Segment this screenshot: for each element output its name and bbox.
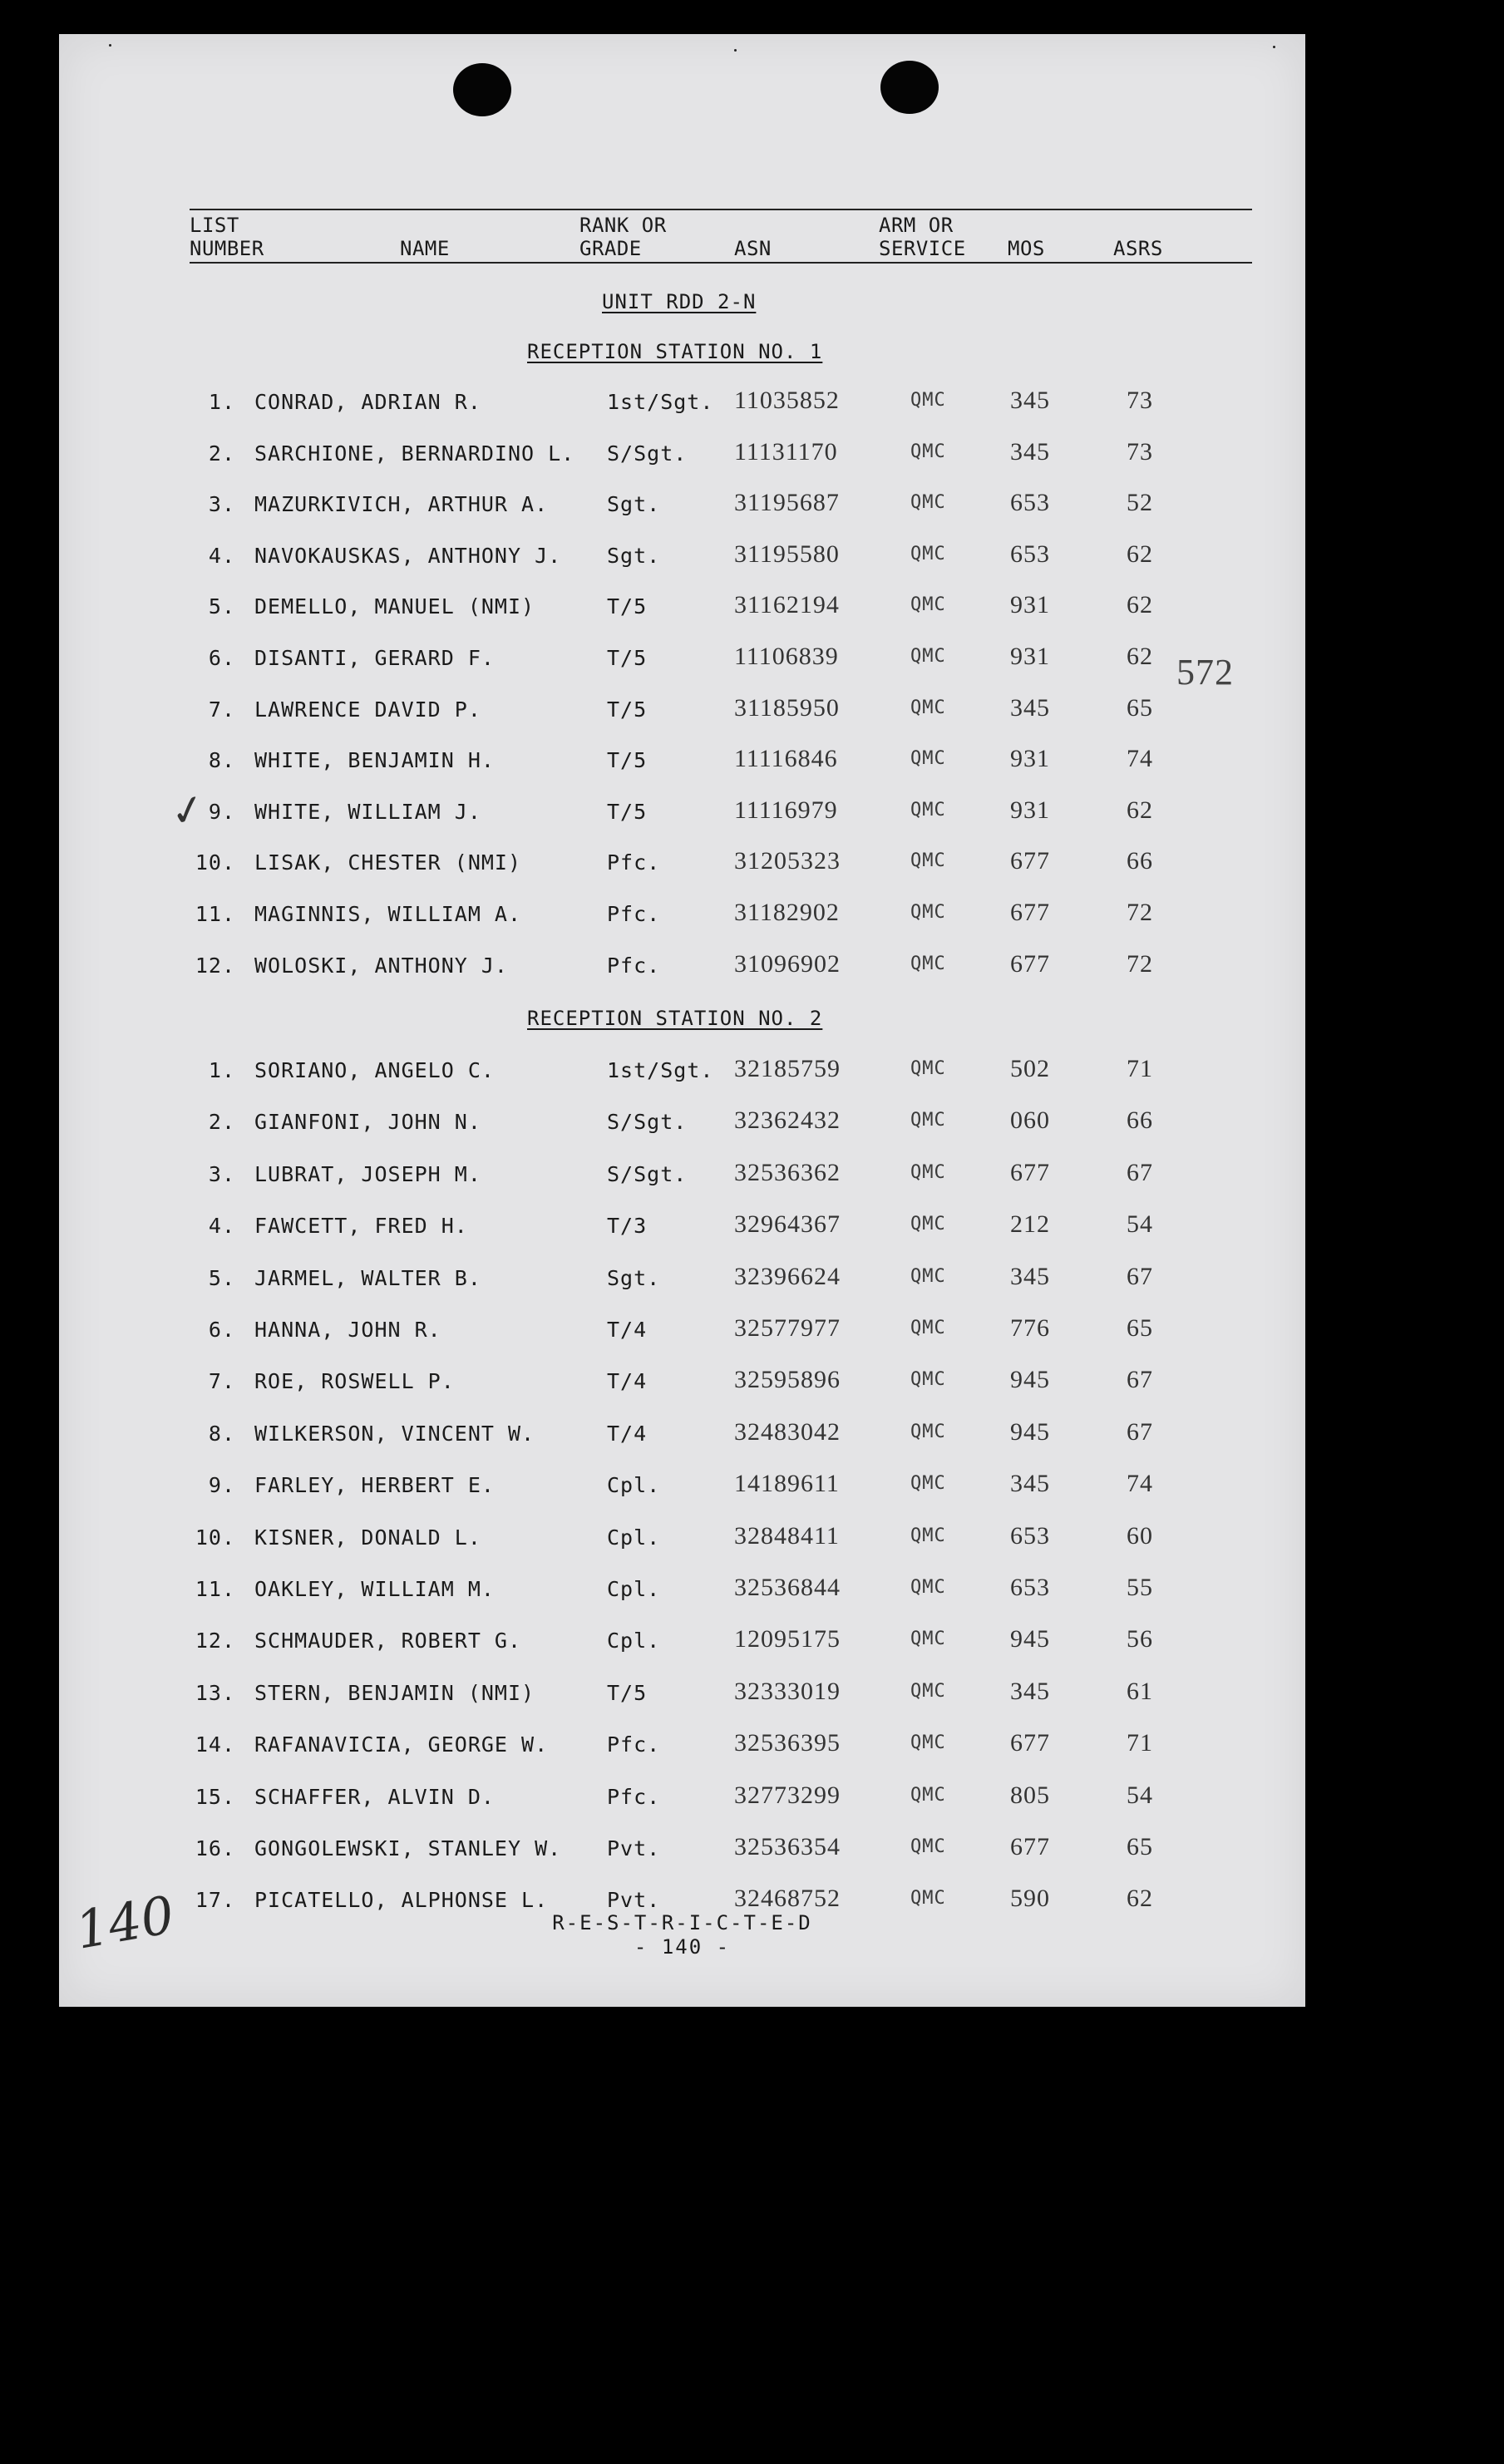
- arm-service-cell: QMC: [910, 1110, 946, 1131]
- roster-row: [59, 694, 1305, 731]
- roster-row: [59, 1314, 1305, 1351]
- soldier-name-cell: SCHAFFER, ALVIN D.: [254, 1785, 495, 1809]
- asn-cell: 31195580: [734, 540, 840, 568]
- rank-grade-cell: S/Sgt.: [607, 1162, 688, 1186]
- arm-service-cell: QMC: [910, 748, 946, 769]
- mos-cell: 345: [1010, 1263, 1050, 1290]
- list-number-cell: 10.: [195, 1525, 235, 1550]
- rank-grade-cell: Sgt.: [607, 544, 661, 568]
- header-asn-label: ASN: [734, 237, 772, 260]
- arm-service-cell: QMC: [910, 1836, 946, 1857]
- list-number-cell: 7.: [208, 1369, 235, 1393]
- rank-grade-cell: Sgt.: [607, 1266, 661, 1290]
- asrs-cell: 62: [1127, 591, 1153, 618]
- asn-cell: 32185759: [734, 1055, 841, 1082]
- asrs-cell: 52: [1127, 489, 1153, 516]
- asn-cell: 11116846: [734, 745, 838, 772]
- arm-service-cell: QMC: [910, 1577, 946, 1598]
- rank-grade-cell: S/Sgt.: [607, 1110, 688, 1134]
- mos-cell: 931: [1010, 591, 1050, 618]
- rank-grade-cell: Pfc.: [607, 850, 661, 875]
- list-number-cell: 14.: [195, 1732, 235, 1757]
- roster-row: [59, 540, 1305, 577]
- list-number-cell: 9.: [208, 1473, 235, 1497]
- speck: [1273, 46, 1275, 48]
- list-number-cell: 4.: [208, 544, 235, 568]
- soldier-name-cell: LISAK, CHESTER (NMI): [254, 850, 522, 875]
- rank-grade-cell: S/Sgt.: [607, 441, 688, 466]
- asrs-cell: 66: [1127, 1106, 1153, 1134]
- asrs-cell: 74: [1127, 1470, 1153, 1497]
- punch-hole: [880, 61, 939, 114]
- arm-service-cell: QMC: [910, 1681, 946, 1702]
- asrs-cell: 67: [1127, 1418, 1153, 1446]
- mos-cell: 345: [1010, 438, 1050, 466]
- list-number-cell: 4.: [208, 1214, 235, 1238]
- asrs-cell: 65: [1127, 1833, 1153, 1860]
- mos-cell: 212: [1010, 1210, 1050, 1238]
- asn-cell: 31162194: [734, 591, 840, 618]
- roster-row: [59, 1781, 1305, 1818]
- mos-cell: 590: [1010, 1885, 1050, 1912]
- roster-row: [59, 796, 1305, 833]
- list-number-cell: 5.: [208, 594, 235, 618]
- rank-grade-cell: Pvt.: [607, 1836, 661, 1860]
- roster-row: [59, 1833, 1305, 1870]
- soldier-name-cell: GIANFONI, JOHN N.: [254, 1110, 481, 1134]
- roster-row: [59, 847, 1305, 884]
- mos-cell: 502: [1010, 1055, 1050, 1082]
- asn-cell: 11116979: [734, 796, 838, 824]
- asn-cell: 32468752: [734, 1885, 841, 1912]
- rank-grade-cell: Pfc.: [607, 1732, 661, 1757]
- roster-row: [59, 1678, 1305, 1714]
- arm-service-cell: QMC: [910, 594, 946, 615]
- rank-grade-cell: T/4: [607, 1369, 648, 1393]
- soldier-name-cell: DEMELLO, MANUEL (NMI): [254, 594, 535, 618]
- header-rank-label: RANK OR GRADE: [579, 214, 667, 260]
- list-number-cell: 17.: [195, 1888, 235, 1912]
- rank-grade-cell: T/4: [607, 1422, 648, 1446]
- document-page: [59, 34, 1305, 2007]
- roster-row: [59, 591, 1305, 628]
- handwritten-page-number: 140: [71, 1884, 179, 1961]
- rank-grade-cell: T/5: [607, 646, 648, 670]
- asn-cell: 32577977: [734, 1314, 841, 1342]
- mos-cell: 945: [1010, 1625, 1050, 1653]
- soldier-name-cell: JARMEL, WALTER B.: [254, 1266, 481, 1290]
- asn-cell: 32848411: [734, 1522, 840, 1550]
- list-number-cell: 6.: [208, 1318, 235, 1342]
- asrs-cell: 56: [1127, 1625, 1153, 1653]
- soldier-name-cell: RAFANAVICIA, GEORGE W.: [254, 1732, 549, 1757]
- asn-cell: 31182902: [734, 899, 840, 926]
- soldier-name-cell: DISANTI, GERARD F.: [254, 646, 495, 670]
- mos-cell: 677: [1010, 1833, 1050, 1860]
- arm-service-cell: QMC: [910, 1058, 946, 1079]
- arm-service-cell: QMC: [910, 544, 946, 564]
- asn-cell: 32536362: [734, 1159, 841, 1186]
- mos-cell: 776: [1010, 1314, 1050, 1342]
- roster-row: [59, 745, 1305, 781]
- asn-cell: 31096902: [734, 950, 841, 978]
- rank-grade-cell: 1st/Sgt.: [607, 390, 714, 414]
- mos-cell: 653: [1010, 489, 1050, 516]
- arm-service-cell: QMC: [910, 390, 946, 411]
- list-number-cell: 15.: [195, 1785, 235, 1809]
- roster-row: [59, 1625, 1305, 1662]
- arm-service-cell: QMC: [910, 441, 946, 462]
- asn-cell: 32595896: [734, 1366, 841, 1393]
- asrs-cell: 72: [1127, 950, 1153, 978]
- asrs-cell: 67: [1127, 1263, 1153, 1290]
- rank-grade-cell: Pvt.: [607, 1888, 661, 1912]
- soldier-name-cell: CONRAD, ADRIAN R.: [254, 390, 481, 414]
- list-number-cell: 7.: [208, 697, 235, 722]
- section-title: RECEPTION STATION NO. 2: [527, 1007, 823, 1030]
- arm-service-cell: QMC: [910, 1888, 946, 1909]
- soldier-name-cell: GONGOLEWSKI, STANLEY W.: [254, 1836, 562, 1860]
- asn-cell: 32333019: [734, 1678, 841, 1705]
- asrs-cell: 67: [1127, 1366, 1153, 1393]
- soldier-name-cell: KISNER, DONALD L.: [254, 1525, 481, 1550]
- mos-cell: 677: [1010, 899, 1050, 926]
- mos-cell: 345: [1010, 694, 1050, 722]
- rank-grade-cell: Cpl.: [607, 1525, 661, 1550]
- rank-grade-cell: T/5: [607, 594, 648, 618]
- list-number-cell: 13.: [195, 1681, 235, 1705]
- roster-row: [59, 899, 1305, 935]
- asrs-cell: 71: [1127, 1729, 1153, 1757]
- arm-service-cell: QMC: [910, 492, 946, 513]
- page-number: - 140 -: [634, 1935, 731, 1959]
- asrs-cell: 60: [1127, 1522, 1153, 1550]
- asn-cell: 32536844: [734, 1574, 841, 1601]
- rank-grade-cell: Pfc.: [607, 902, 661, 926]
- arm-service-cell: QMC: [910, 800, 946, 821]
- roster-row: [59, 1729, 1305, 1766]
- asrs-cell: 62: [1127, 796, 1153, 824]
- asn-cell: 14189611: [734, 1470, 840, 1497]
- arm-service-cell: QMC: [910, 1214, 946, 1234]
- rank-grade-cell: Sgt.: [607, 492, 661, 516]
- arm-service-cell: QMC: [910, 1422, 946, 1442]
- mos-cell: 945: [1010, 1366, 1050, 1393]
- mos-cell: 345: [1010, 1470, 1050, 1497]
- roster-row: [59, 1366, 1305, 1402]
- list-number-cell: 9.: [208, 800, 235, 824]
- soldier-name-cell: LAWRENCE DAVID P.: [254, 697, 481, 722]
- asrs-cell: 55: [1127, 1574, 1153, 1601]
- list-number-cell: 2.: [208, 441, 235, 466]
- header-bottom-rule: [190, 262, 1252, 264]
- asrs-cell: 72: [1127, 899, 1153, 926]
- roster-row: [59, 438, 1305, 475]
- roster-row: [59, 1055, 1305, 1092]
- rank-grade-cell: T/3: [607, 1214, 648, 1238]
- rank-grade-cell: Cpl.: [607, 1577, 661, 1601]
- rank-grade-cell: Pfc.: [607, 954, 661, 978]
- check-mark: ✓: [165, 783, 210, 838]
- asrs-cell: 62: [1127, 540, 1153, 568]
- asn-cell: 32964367: [734, 1210, 841, 1238]
- roster-row: [59, 1159, 1305, 1195]
- header-top-rule: [190, 209, 1252, 210]
- soldier-name-cell: WOLOSKI, ANTHONY J.: [254, 954, 508, 978]
- soldier-name-cell: MAGINNIS, WILLIAM A.: [254, 902, 522, 926]
- rank-grade-cell: T/5: [607, 800, 648, 824]
- mos-cell: 653: [1010, 1522, 1050, 1550]
- arm-service-cell: QMC: [910, 1318, 946, 1338]
- asn-cell: 31195687: [734, 489, 840, 516]
- mos-cell: 805: [1010, 1781, 1050, 1809]
- soldier-name-cell: FAWCETT, FRED H.: [254, 1214, 468, 1238]
- asn-cell: 12095175: [734, 1625, 841, 1653]
- roster-row: [59, 1470, 1305, 1506]
- soldier-name-cell: OAKLEY, WILLIAM M.: [254, 1577, 495, 1601]
- mos-cell: 931: [1010, 643, 1050, 670]
- unit-title: UNIT RDD 2-N: [602, 290, 757, 313]
- list-number-cell: 10.: [195, 850, 235, 875]
- list-number-cell: 12.: [195, 1629, 235, 1653]
- soldier-name-cell: PICATELLO, ALPHONSE L.: [254, 1888, 549, 1912]
- arm-service-cell: QMC: [910, 1162, 946, 1183]
- roster-row: [59, 1106, 1305, 1143]
- list-number-cell: 3.: [208, 492, 235, 516]
- asrs-cell: 66: [1127, 847, 1153, 875]
- header-arm-label: ARM OR SERVICE: [879, 214, 966, 260]
- asrs-cell: 62: [1127, 643, 1153, 670]
- soldier-name-cell: SCHMAUDER, ROBERT G.: [254, 1629, 522, 1653]
- rank-grade-cell: T/5: [607, 1681, 648, 1705]
- asrs-cell: 65: [1127, 694, 1153, 722]
- asn-cell: 11106839: [734, 643, 839, 670]
- asn-cell: 11131170: [734, 438, 838, 466]
- asrs-cell: 62: [1127, 1885, 1153, 1912]
- soldier-name-cell: NAVOKAUSKAS, ANTHONY J.: [254, 544, 562, 568]
- list-number-cell: 1.: [208, 390, 235, 414]
- asn-cell: 32362432: [734, 1106, 841, 1134]
- arm-service-cell: QMC: [910, 954, 946, 974]
- arm-service-cell: QMC: [910, 1369, 946, 1390]
- mos-cell: 931: [1010, 796, 1050, 824]
- soldier-name-cell: STERN, BENJAMIN (NMI): [254, 1681, 535, 1705]
- list-number-cell: 12.: [195, 954, 235, 978]
- roster-row: [59, 950, 1305, 987]
- asrs-cell: 54: [1127, 1781, 1153, 1809]
- arm-service-cell: QMC: [910, 850, 946, 871]
- list-number-cell: 8.: [208, 748, 235, 772]
- soldier-name-cell: SARCHIONE, BERNARDINO L.: [254, 441, 575, 466]
- asn-cell: 32773299: [734, 1781, 841, 1809]
- rank-grade-cell: T/5: [607, 697, 648, 722]
- soldier-name-cell: LUBRAT, JOSEPH M.: [254, 1162, 481, 1186]
- arm-service-cell: QMC: [910, 1732, 946, 1753]
- soldier-name-cell: FARLEY, HERBERT E.: [254, 1473, 495, 1497]
- asrs-cell: 65: [1127, 1314, 1153, 1342]
- list-number-cell: 6.: [208, 646, 235, 670]
- asn-cell: 32483042: [734, 1418, 841, 1446]
- roster-row: [59, 1210, 1305, 1247]
- arm-service-cell: QMC: [910, 1525, 946, 1546]
- list-number-cell: 8.: [208, 1422, 235, 1446]
- list-number-cell: 1.: [208, 1058, 235, 1082]
- arm-service-cell: QMC: [910, 1785, 946, 1806]
- rank-grade-cell: Pfc.: [607, 1785, 661, 1809]
- arm-service-cell: QMC: [910, 1629, 946, 1649]
- arm-service-cell: QMC: [910, 1473, 946, 1494]
- asrs-cell: 54: [1127, 1210, 1153, 1238]
- asrs-cell: 71: [1127, 1055, 1153, 1082]
- soldier-name-cell: SORIANO, ANGELO C.: [254, 1058, 495, 1082]
- mos-cell: 653: [1010, 1574, 1050, 1601]
- mos-cell: 677: [1010, 847, 1050, 875]
- list-number-cell: 2.: [208, 1110, 235, 1134]
- soldier-name-cell: WILKERSON, VINCENT W.: [254, 1422, 535, 1446]
- speck: [734, 49, 737, 52]
- roster-row: [59, 1418, 1305, 1455]
- rank-grade-cell: T/4: [607, 1318, 648, 1342]
- soldier-name-cell: WHITE, WILLIAM J.: [254, 800, 481, 824]
- mos-cell: 060: [1010, 1106, 1050, 1134]
- section-title: RECEPTION STATION NO. 1: [527, 340, 823, 363]
- arm-service-cell: QMC: [910, 646, 946, 667]
- asrs-cell: 67: [1127, 1159, 1153, 1186]
- mos-cell: 945: [1010, 1418, 1050, 1446]
- roster-row: [59, 1263, 1305, 1299]
- asn-cell: 32396624: [734, 1263, 841, 1290]
- header-name-label: NAME: [400, 237, 450, 260]
- rank-grade-cell: 1st/Sgt.: [607, 1058, 714, 1082]
- asrs-cell: 61: [1127, 1678, 1153, 1705]
- soldier-name-cell: ROE, ROSWELL P.: [254, 1369, 455, 1393]
- mos-cell: 653: [1010, 540, 1050, 568]
- roster-row: [59, 387, 1305, 423]
- mos-cell: 345: [1010, 1678, 1050, 1705]
- rank-grade-cell: Cpl.: [607, 1473, 661, 1497]
- asn-cell: 32536395: [734, 1729, 841, 1757]
- mos-cell: 677: [1010, 1159, 1050, 1186]
- side-number: 572: [1176, 652, 1234, 692]
- punch-hole: [453, 63, 511, 116]
- asn-cell: 31185950: [734, 694, 840, 722]
- restricted-stamp: R-E-S-T-R-I-C-T-E-D: [552, 1911, 812, 1934]
- asrs-cell: 73: [1127, 387, 1153, 414]
- rank-grade-cell: T/5: [607, 748, 648, 772]
- roster-row: [59, 643, 1305, 679]
- asrs-cell: 74: [1127, 745, 1153, 772]
- mos-cell: 931: [1010, 745, 1050, 772]
- header-list-label: LIST NUMBER: [190, 214, 264, 260]
- asn-cell: 32536354: [734, 1833, 841, 1860]
- roster-row: [59, 1522, 1305, 1559]
- arm-service-cell: QMC: [910, 902, 946, 923]
- mos-cell: 677: [1010, 1729, 1050, 1757]
- rank-grade-cell: Cpl.: [607, 1629, 661, 1653]
- header-mos-label: MOS: [1008, 237, 1045, 260]
- asrs-cell: 73: [1127, 438, 1153, 466]
- mos-cell: 345: [1010, 387, 1050, 414]
- list-number-cell: 16.: [195, 1836, 235, 1860]
- roster-row: [59, 489, 1305, 525]
- soldier-name-cell: WHITE, BENJAMIN H.: [254, 748, 495, 772]
- list-number-cell: 3.: [208, 1162, 235, 1186]
- arm-service-cell: QMC: [910, 697, 946, 718]
- speck: [109, 44, 111, 47]
- asn-cell: 31205323: [734, 847, 841, 875]
- mos-cell: 677: [1010, 950, 1050, 978]
- header-asrs-label: ASRS: [1113, 237, 1163, 260]
- list-number-cell: 11.: [195, 1577, 235, 1601]
- roster-row: [59, 1574, 1305, 1610]
- asn-cell: 11035852: [734, 387, 840, 414]
- soldier-name-cell: MAZURKIVICH, ARTHUR A.: [254, 492, 549, 516]
- arm-service-cell: QMC: [910, 1266, 946, 1287]
- list-number-cell: 11.: [195, 902, 235, 926]
- soldier-name-cell: HANNA, JOHN R.: [254, 1318, 441, 1342]
- list-number-cell: 5.: [208, 1266, 235, 1290]
